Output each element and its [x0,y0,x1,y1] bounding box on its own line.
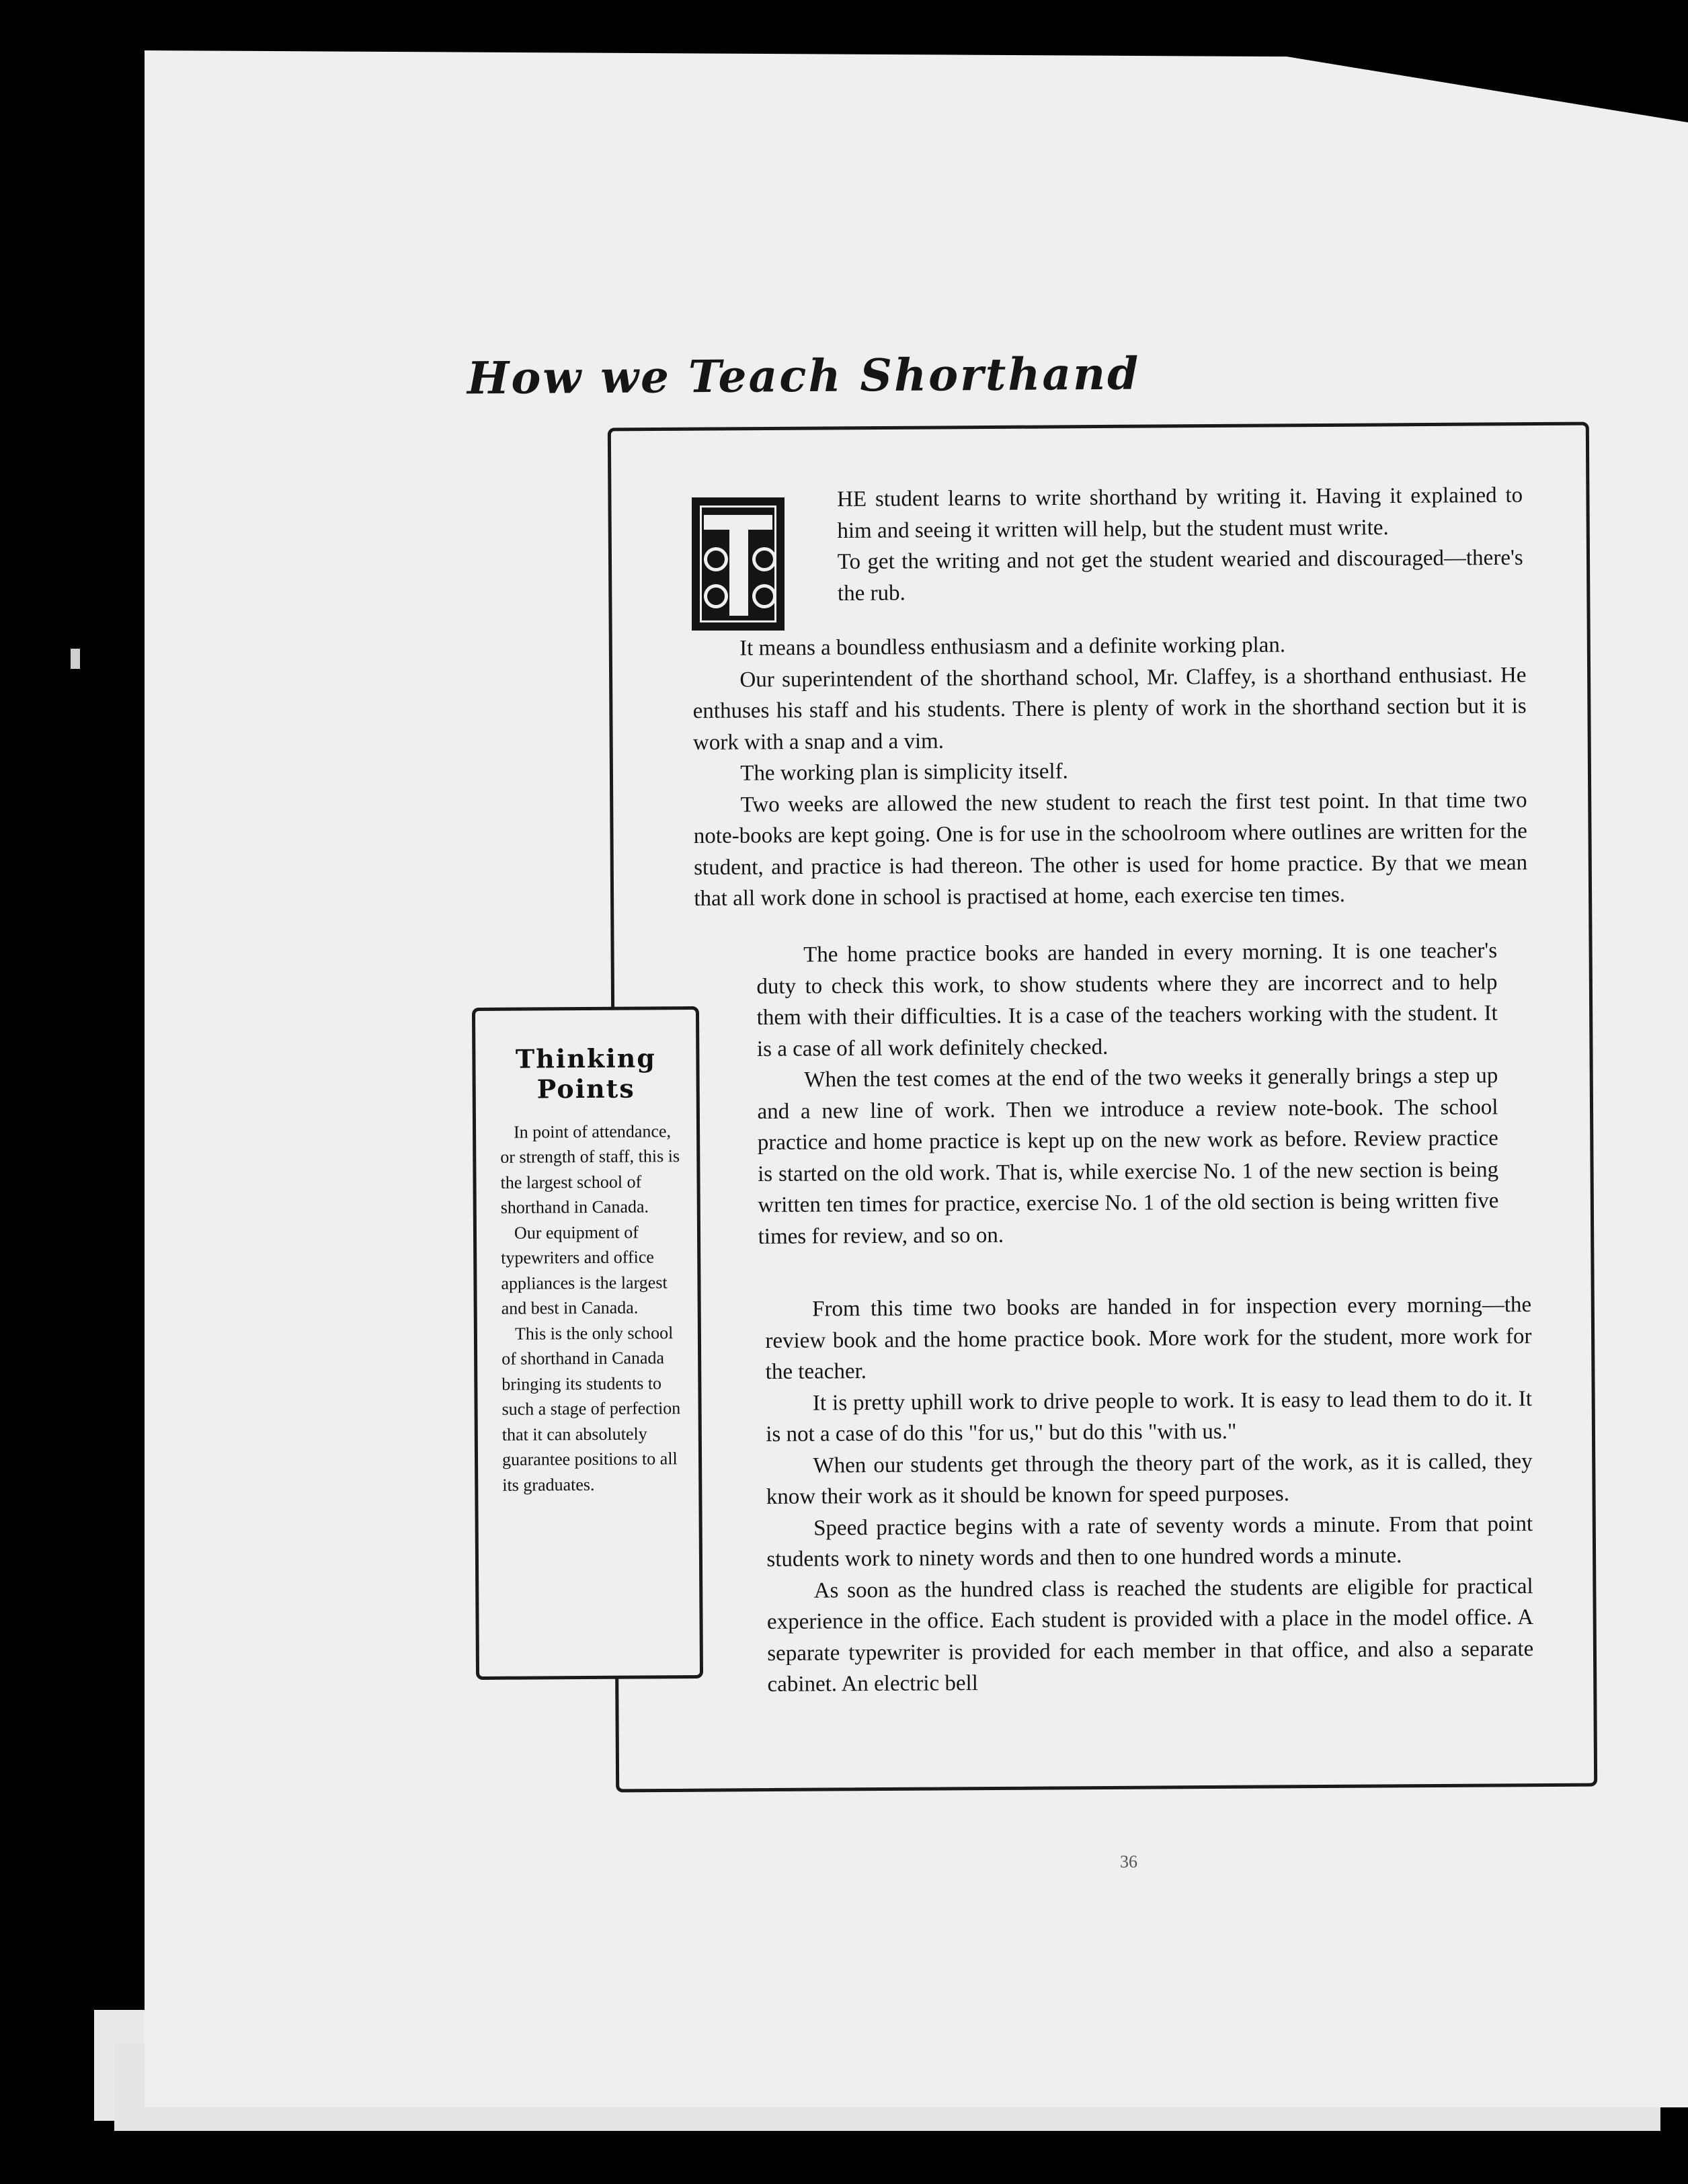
article-body-middle [756,935,1499,1252]
scan-speck [71,649,80,669]
sidebar-paragraph: In point of attendance, or strength of staff, this is the largest school of shorthand in Canada. [500,1121,680,1217]
sidebar-title [475,1043,696,1105]
page-number: 36 [1120,1852,1137,1871]
article-body-upper [692,628,1528,914]
page-title: How we Teach Shorthand [467,347,1141,405]
article-paragraph: Speed practice begins with a rate of seventy words a minute. From that point students work to ninety words and then to one hundred words a minute. [766,1511,1533,1572]
article-paragraph: The home practice books are handed in every morning. It is one teacher's duty to check this work, to show students where they are incorrect and to help them with their difficulties. It is a case of the teachers working with the student. It is a case of all work definitely checked. [756,938,1498,1061]
article-paragraph: HE student learns to write shorthand by writing it. Having it explained to him and seeing it written will help, but the student must write. [837,483,1523,543]
sidebar-title-line: Points [536,1073,635,1104]
article-paragraph: To get the writing and not get the student wearied and discouraged—there's the rub. [837,545,1523,606]
drop-cap-flourish [704,547,728,571]
sidebar-title-line: Thinking [515,1043,657,1074]
drop-cap-flourish [752,584,776,608]
article-paragraph: It is pretty uphill work to drive people to work. It is easy to lead them to do it. It is not a case of do this "for us," but do this "with us." [766,1386,1533,1447]
article-paragraph: The working plan is simplicity itself. [740,759,1068,786]
drop-cap-flourish [752,547,776,571]
article-paragraph: Two weeks are allowed the new student to reach the first test point. In that time two note-books are kept going. One is for use in the schoolroom where outlines are written for the student, and practice is had thereon. The other is used for home practice. By that we mean that all work done in school is practised at home, each exercise ten times. [693,787,1528,911]
article-opening [837,480,1523,609]
article-paragraph: Our superintendent of the shorthand school, Mr. Claffey, is a shorthand enthusiast. He enthuses his staff and his students. There is plenty of work in the shorthand section but it is work with a snap and a vim. [692,662,1527,755]
thinking-points-sidebar [472,1006,703,1680]
sidebar-paragraph: Our equipment of typewriters and office appliances is the largest and best in Canada. [501,1222,668,1318]
article-paragraph: It means a boundless enthusiasm and a definite working plan. [739,633,1286,661]
drop-cap-t-ornament [692,497,785,631]
article-paragraph: When our students get through the theory part of the work, as it is called, they know their work as it should be known for speed purposes. [766,1449,1533,1509]
article-body-lower [765,1289,1534,1700]
article-paragraph: As soon as the hundred class is reached the students are eligible for practical experience in the office. Each student is provided with a place in the model office. A separate typewriter is provided for each member in that office, and also a separate cabinet. An electric bell [766,1574,1534,1697]
article-paragraph: When the test comes at the end of the two weeks it generally brings a step up and a new line of work. Then we introduce a review note-book. The school practice and home practice is kept up on the new work as before. Review practice is started on the old work. That is, while exercise No. 1 of the new section is being written ten times for practice, exercise No. 1 of the old section is being written five times for review, and so on. [757,1063,1499,1249]
drop-cap-stem [729,527,748,616]
article-paragraph: From this time two books are handed in for inspection every morning—the review book and the home practice book. More work for the student, more work for the teacher. [765,1293,1532,1384]
sidebar-paragraph: This is the only school of shorthand in Canada bringing its students to such a stage of perfection that it can absolutely guarantee positions to all its graduates. [501,1322,681,1495]
drop-cap-flourish [704,584,728,608]
